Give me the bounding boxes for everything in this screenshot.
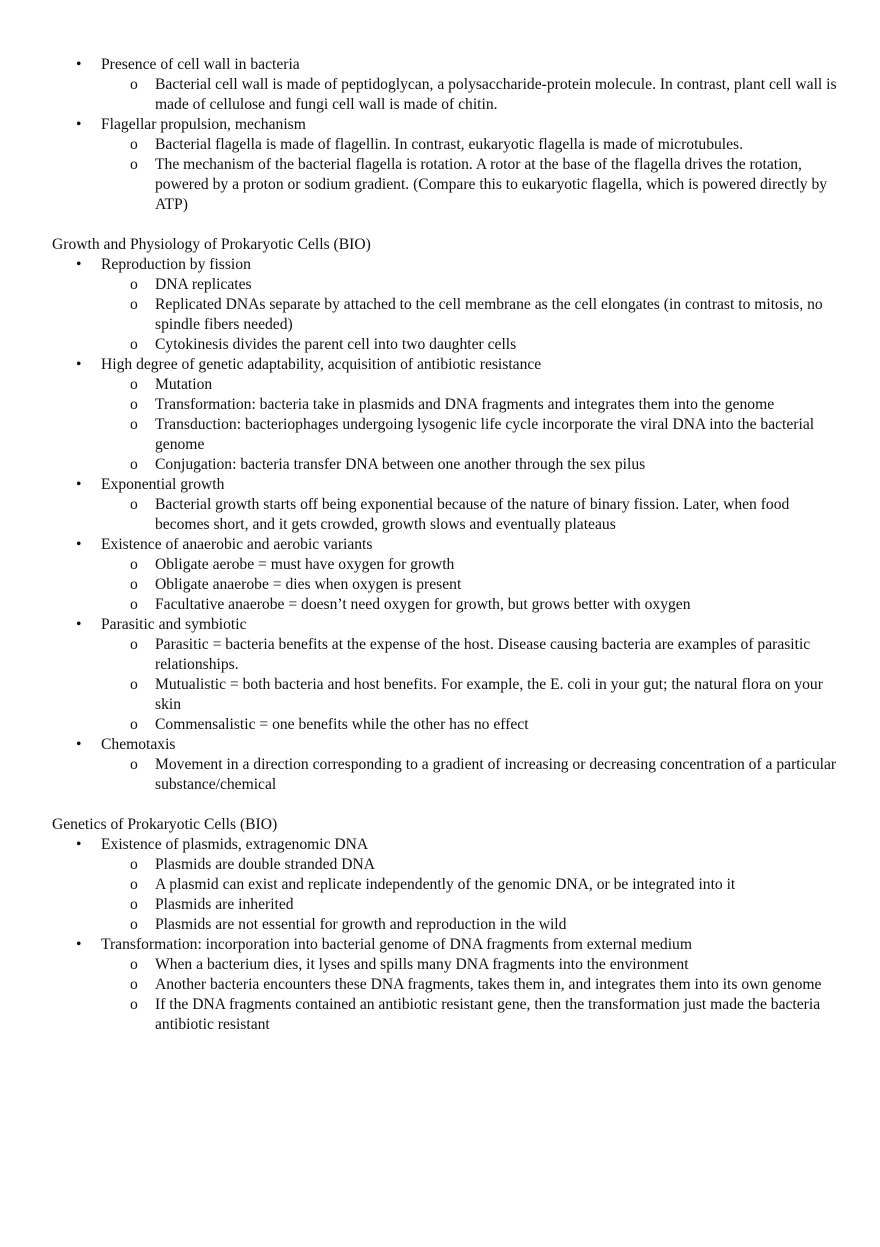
sub-bullet-icon: o <box>130 676 138 693</box>
list-item <box>52 355 840 475</box>
sub-list-item <box>101 595 840 615</box>
section-heading: Growth and Physiology of Prokaryotic Cells (BIO) <box>52 236 371 253</box>
sub-list-item <box>101 915 840 935</box>
sub-list-item <box>101 555 840 575</box>
sub-list-item <box>101 455 840 475</box>
sub-list-item <box>101 295 840 335</box>
sub-bullet-icon: o <box>130 376 138 393</box>
sub-list-item <box>101 335 840 355</box>
list-item-text: Existence of plasmids, extragenomic DNA <box>101 836 369 853</box>
sub-bullet-icon: o <box>130 976 138 993</box>
sub-list-item-text: Plasmids are not essential for growth and reproduction in the wild <box>155 916 567 933</box>
list-item <box>52 115 840 215</box>
sub-bullet-list <box>101 635 840 735</box>
sub-list-item <box>101 575 840 595</box>
sub-list-item-text: Obligate anaerobe = dies when oxygen is present <box>155 576 462 593</box>
sub-list-item-text: The mechanism of the bacterial flagella is rotation. A rotor at the base of the flagella drives the rotation, powered by a proton or sodium gradient. (Compare this to eukaryotic flagella, which is powered directly by ATP) <box>155 156 828 213</box>
bullet-icon: • <box>76 536 82 553</box>
sub-bullet-list <box>101 755 840 795</box>
sub-bullet-icon: o <box>130 156 138 173</box>
list-item <box>52 935 840 1035</box>
sub-bullet-list <box>101 135 840 215</box>
sub-bullet-icon: o <box>130 996 138 1013</box>
bullet-list <box>52 255 840 795</box>
sub-list-item-text: Bacterial growth starts off being exponential because of the nature of binary fission. Later, when food becomes short, and it gets crowded, growth slows and eventually plateaus <box>155 496 790 533</box>
sub-bullet-icon: o <box>130 276 138 293</box>
sub-bullet-icon: o <box>130 636 138 653</box>
sub-list-item-text: Cytokinesis divides the parent cell into two daughter cells <box>155 336 517 353</box>
sub-list-item <box>101 395 840 415</box>
sub-list-item-text: Plasmids are double stranded DNA <box>155 856 376 873</box>
list-item <box>52 615 840 735</box>
list-item <box>52 835 840 935</box>
sub-list-item-text: Facultative anaerobe = doesn’t need oxygen for growth, but grows better with oxygen <box>155 596 691 613</box>
bullet-icon: • <box>76 836 82 853</box>
sub-list-item-text: Conjugation: bacteria transfer DNA between one another through the sex pilus <box>155 456 646 473</box>
sub-bullet-icon: o <box>130 556 138 573</box>
list-item-text: Transformation: incorporation into bacterial genome of DNA fragments from external medium <box>101 936 692 953</box>
sub-list-item-text: A plasmid can exist and replicate independently of the genomic DNA, or be integrated into it <box>155 876 736 893</box>
sub-list-item-text: Replicated DNAs separate by attached to the cell membrane as the cell elongates (in contrast to mitosis, no spindle fibers needed) <box>155 296 823 333</box>
section-heading: Genetics of Prokaryotic Cells (BIO) <box>52 816 278 833</box>
sub-bullet-icon: o <box>130 136 138 153</box>
document-section <box>52 55 840 215</box>
bullet-icon: • <box>76 476 82 493</box>
sub-list-item <box>101 875 840 895</box>
sub-list-item <box>101 275 840 295</box>
sub-bullet-icon: o <box>130 716 138 733</box>
sub-list-item-text: Plasmids are inherited <box>155 896 294 913</box>
sub-bullet-icon: o <box>130 296 138 313</box>
sub-list-item-text: Bacterial flagella is made of flagellin. In contrast, eukaryotic flagella is made of microtubules. <box>155 136 744 153</box>
sub-list-item <box>101 995 840 1035</box>
sub-bullet-icon: o <box>130 336 138 353</box>
sub-list-item <box>101 895 840 915</box>
bullet-icon: • <box>76 616 82 633</box>
sub-list-item <box>101 415 840 455</box>
sub-bullet-icon: o <box>130 916 138 933</box>
sub-list-item <box>101 75 840 115</box>
sub-list-item-text: Parasitic = bacteria benefits at the expense of the host. Disease causing bacteria are examples of parasitic relationships. <box>155 636 811 673</box>
document-section <box>52 235 840 795</box>
list-item-text: Reproduction by fission <box>101 256 251 273</box>
bullet-icon: • <box>76 736 82 753</box>
sub-list-item-text: Obligate aerobe = must have oxygen for growth <box>155 556 455 573</box>
list-item-text: Existence of anaerobic and aerobic variants <box>101 536 373 553</box>
sub-list-item-text: When a bacterium dies, it lyses and spills many DNA fragments into the environment <box>155 956 689 973</box>
list-item <box>52 735 840 795</box>
sub-bullet-icon: o <box>130 396 138 413</box>
sub-bullet-list <box>101 275 840 355</box>
sub-list-item-text: Mutation <box>155 376 213 393</box>
sub-bullet-icon: o <box>130 896 138 913</box>
sub-list-item-text: Another bacteria encounters these DNA fragments, takes them in, and integrates them into its own genome <box>155 976 822 993</box>
bullet-list <box>52 835 840 1035</box>
sub-list-item <box>101 855 840 875</box>
list-item-text: Flagellar propulsion, mechanism <box>101 116 306 133</box>
sub-bullet-list <box>101 375 840 475</box>
sub-bullet-list <box>101 555 840 615</box>
list-item-text: Exponential growth <box>101 476 225 493</box>
sub-list-item-text: Bacterial cell wall is made of peptidoglycan, a polysaccharide-protein molecule. In contrast, plant cell wall is made of cellulose and fungi cell wall is made of chitin. <box>155 76 837 113</box>
sub-list-item-text: Commensalistic = one benefits while the other has no effect <box>155 716 529 733</box>
bullet-icon: • <box>76 936 82 953</box>
sub-bullet-icon: o <box>130 416 138 433</box>
bullet-icon: • <box>76 256 82 273</box>
list-item <box>52 55 840 115</box>
list-item <box>52 255 840 355</box>
sub-list-item-text: Movement in a direction corresponding to a gradient of increasing or decreasing concentration of a particular substance/chemical <box>155 756 837 793</box>
sub-list-item <box>101 375 840 395</box>
sub-bullet-icon: o <box>130 856 138 873</box>
sub-list-item <box>101 715 840 735</box>
sub-list-item <box>101 135 840 155</box>
sub-list-item <box>101 495 840 535</box>
sub-bullet-icon: o <box>130 456 138 473</box>
document-section <box>52 815 840 1035</box>
list-item <box>52 535 840 615</box>
sub-list-item <box>101 755 840 795</box>
list-item-text: High degree of genetic adaptability, acquisition of antibiotic resistance <box>101 356 542 373</box>
bullet-icon: • <box>76 356 82 373</box>
sub-list-item-text: If the DNA fragments contained an antibiotic resistant gene, then the transformation just made the bacteria antibiotic resistant <box>155 996 821 1033</box>
sub-list-item-text: DNA replicates <box>155 276 252 293</box>
sub-bullet-icon: o <box>130 956 138 973</box>
bullet-icon: • <box>76 116 82 133</box>
sub-list-item-text: Transduction: bacteriophages undergoing lysogenic life cycle incorporate the viral DNA into the bacterial genome <box>155 416 815 453</box>
list-item-text: Presence of cell wall in bacteria <box>101 56 300 73</box>
list-item-text: Parasitic and symbiotic <box>101 616 247 633</box>
sub-bullet-list <box>101 955 840 1035</box>
sub-bullet-icon: o <box>130 576 138 593</box>
sub-list-item <box>101 155 840 215</box>
sub-bullet-icon: o <box>130 876 138 893</box>
list-item <box>52 475 840 535</box>
sub-list-item <box>101 975 840 995</box>
sub-bullet-list <box>101 855 840 935</box>
bullet-list <box>52 55 840 215</box>
sub-bullet-icon: o <box>130 756 138 773</box>
sub-list-item-text: Mutualistic = both bacteria and host benefits. For example, the E. coli in your gut; the natural flora on your skin <box>155 676 823 713</box>
sub-bullet-icon: o <box>130 76 138 93</box>
list-item-text: Chemotaxis <box>101 736 176 753</box>
sub-bullet-icon: o <box>130 596 138 613</box>
sub-list-item-text: Transformation: bacteria take in plasmids and DNA fragments and integrates them into the genome <box>155 396 775 413</box>
sub-list-item <box>101 955 840 975</box>
sub-list-item <box>101 635 840 675</box>
sub-bullet-icon: o <box>130 496 138 513</box>
sub-bullet-list <box>101 495 840 535</box>
sub-list-item <box>101 675 840 715</box>
bullet-icon: • <box>76 56 82 73</box>
sub-bullet-list <box>101 75 840 115</box>
